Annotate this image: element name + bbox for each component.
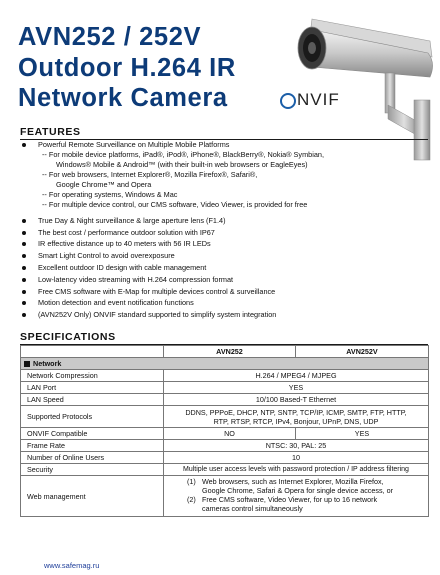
feature-subline: -- For mobile device platforms, iPad®, iPod®, iPhone®, BlackBerry®, Nokia® Symbian, xyxy=(42,150,324,159)
row-label: Web management xyxy=(21,476,164,517)
feature-text: The best cost / performance outdoor solution with IP67 xyxy=(38,227,215,237)
item-line: cameras control simultaneously xyxy=(202,503,303,513)
group-row xyxy=(21,358,429,370)
bullet-icon xyxy=(22,301,26,305)
row-value-model-2: YES xyxy=(296,428,429,440)
bullet-icon xyxy=(22,231,26,235)
feature-text: Smart Light Control to avoid overexposure xyxy=(38,251,175,261)
bullet-icon xyxy=(22,266,26,270)
bullet-icon xyxy=(22,290,26,294)
row-label: Network Compression xyxy=(21,370,164,382)
row-value: YES xyxy=(164,382,429,394)
group-network xyxy=(21,358,429,370)
square-bullet-icon xyxy=(24,361,30,367)
group-label: Network xyxy=(33,359,62,368)
row-value: 10/100 Based-T Ethernet xyxy=(164,394,429,406)
title-line-2: Outdoor H.264 IR xyxy=(18,53,236,82)
bullet-icon xyxy=(22,313,26,317)
table-row xyxy=(21,440,429,452)
feature-subline: Windows® Mobile & Android™ (with their built-in web browsers or EagleEyes) xyxy=(56,160,308,169)
item-number: (1) xyxy=(187,477,196,487)
onvif-ring-icon xyxy=(280,93,296,109)
table-row xyxy=(21,394,429,406)
bullet-icon xyxy=(22,143,26,147)
feature-text: Low-latency video streaming with H.264 compression format xyxy=(38,274,234,284)
feature-item xyxy=(20,216,432,226)
feature-item xyxy=(20,275,432,285)
product-title xyxy=(18,22,236,114)
feature-item xyxy=(20,263,432,273)
feature-item xyxy=(20,251,432,261)
row-label: ONVIF Compatible xyxy=(21,428,164,440)
specifications-table xyxy=(20,345,429,517)
row-label: LAN Speed xyxy=(21,394,164,406)
feature-item xyxy=(20,140,432,210)
header-blank xyxy=(21,346,164,358)
feature-text: Free CMS software with E-Map for multiple devices control & surveillance xyxy=(38,286,276,296)
row-value: NTSC: 30, PAL: 25 xyxy=(164,440,429,452)
table-row xyxy=(21,476,429,517)
protocols-line-2: RTP, RTSP, RTCP, IPv4, Bonjour, UPnP, DNS, UDP xyxy=(213,416,379,426)
header-model-1: AVN252 xyxy=(164,346,296,358)
feature-text: Powerful Remote Surveillance on Multiple Mobile Platforms xyxy=(38,140,230,149)
feature-text: Excellent outdoor ID design with cable management xyxy=(38,262,207,272)
header-model-2: AVN252V xyxy=(296,346,429,358)
row-label: Security xyxy=(21,464,164,476)
row-value xyxy=(164,406,429,428)
feature-item xyxy=(20,310,432,320)
onvif-logo-text: NVIF xyxy=(297,90,340,109)
feature-item xyxy=(20,298,432,308)
row-label: LAN Port xyxy=(21,382,164,394)
row-value xyxy=(164,476,429,517)
item-line: Free CMS software, Video Viewer, for up to 16 network xyxy=(202,495,378,504)
table-row xyxy=(21,382,429,394)
feature-text: IR effective distance up to 40 meters with 56 IR LEDs xyxy=(38,239,211,249)
feature-item xyxy=(20,287,432,297)
item-line: Google Chrome, Safari & Opera for single device access, or xyxy=(202,486,393,496)
feature-item xyxy=(20,228,432,238)
bullet-icon xyxy=(22,278,26,282)
row-value: 10 xyxy=(164,452,429,464)
row-value-model-1: NO xyxy=(164,428,296,440)
bullet-icon xyxy=(22,242,26,246)
table-row xyxy=(21,464,429,476)
list-item xyxy=(186,496,425,514)
table-row xyxy=(21,370,429,382)
table-header-row xyxy=(21,346,429,358)
feature-text: True Day & Night surveillance & large aperture lens (F1.4) xyxy=(38,215,226,225)
footer-link[interactable]: www.safemag.ru xyxy=(44,561,100,570)
feature-subline: Google Chrome™ and Opera xyxy=(56,180,152,189)
title-line-1: AVN252 / 252V xyxy=(18,23,202,51)
feature-subline: -- For multiple device control, our CMS software, Video Viewer, is provided for free xyxy=(42,200,308,209)
features-heading: FEATURES xyxy=(20,126,81,138)
specifications-heading: SPECIFICATIONS xyxy=(20,331,116,343)
feature-subline: -- For operating systems, Windows & Mac xyxy=(42,190,178,199)
feature-text: (AVN252V Only) ONVIF standard supported to simplify system integration xyxy=(38,310,277,320)
bullet-icon xyxy=(22,219,26,223)
features-list xyxy=(20,140,432,322)
row-value: H.264 / MPEG4 / MJPEG xyxy=(164,370,429,382)
row-value: Multiple user access levels with password protection / IP address filtering xyxy=(164,464,429,476)
item-line: Web browsers, such as Internet Explorer, Mozilla Firefox, xyxy=(202,477,384,487)
feature-item xyxy=(20,239,432,249)
row-label: Supported Protocols xyxy=(21,406,164,428)
row-label: Frame Rate xyxy=(21,440,164,452)
row-label: Number of Online Users xyxy=(21,452,164,464)
feature-text: Motion detection and event notification functions xyxy=(38,298,194,308)
title-line-3: Network Camera xyxy=(18,84,228,112)
bullet-icon xyxy=(22,254,26,258)
table-row xyxy=(21,428,429,440)
protocols-line-1: DDNS, PPPoE, DHCP, NTP, SNTP, TCP/IP, ICMP, SMTP, FTP, HTTP, xyxy=(185,407,407,417)
feature-subline: -- For web browsers, Internet Explorer®, Mozilla Firefox®, Safari®, xyxy=(42,170,258,179)
item-number: (2) xyxy=(187,495,196,504)
table-row xyxy=(21,406,429,428)
list-item xyxy=(186,478,425,496)
onvif-logo xyxy=(280,90,340,110)
table-row xyxy=(21,452,429,464)
